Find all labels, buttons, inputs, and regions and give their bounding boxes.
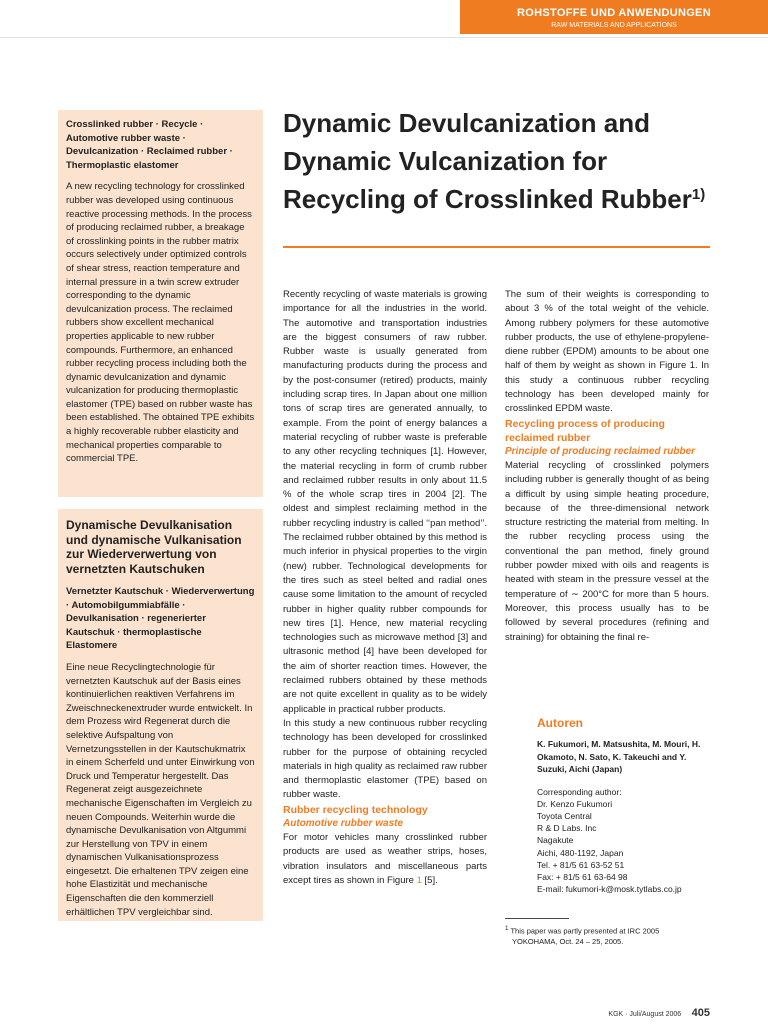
subheading-principle: Principle of producing reclaimed rubber (505, 445, 696, 457)
author-names: K. Fukumori, M. Matsushita, M. Mouri, H. Okamoto, N. Sato, K. Takeuchi and Y. Suzuki, Aichi (Japan) (537, 739, 701, 774)
subheading-automotive-waste: Automotive rubber waste (283, 817, 404, 829)
contact-line: Toyota Central (537, 810, 592, 821)
contact-line: Nagakute (537, 835, 574, 846)
paragraph-study: In this study a new continuous rubber recycling technology has been developed for crosslinked rubber for the purpose of obtaining recycled materials in high quality as reclaimed raw rubber and thermoplastic elastomer (TPE) based on rubber waste. (283, 717, 487, 801)
german-title: Dynamische Devulkanisation und dynamische Vulkanisation zur Wiederverwertung von vernetzten Kautschuken (66, 518, 242, 576)
page-number: 405 (691, 1007, 710, 1019)
authors-heading: Autoren (537, 716, 583, 730)
section-title-de: ROHSTOFFE UND ANWENDUNGEN (517, 7, 711, 19)
journal-info: KGK · Juli/August 2006 (608, 1011, 682, 1018)
german-abstract: Eine neue Recyclingtechnologie für vernetzten Kautschuk auf der Basis eines kontinuierlichen reaktiven Verfahrens im Zweischneckenextruder wurde entwickelt. In dem Prozess wird Regenerat durch die selektive Aufspaltung von Vernetzungsstellen in der Kautschukmatrix in einem Scherfeld und unter Einwirkung von Druck und Temperatur hergestellt. Das Regenerat zeigt ausgezeichnete mechanische Eigenschaften im Vergleich zu neuen Compounds. Weiterhin wurde die dynamische Devulkanisation von Altgummi zur Herstellung von TPV in einem dynamischen Vulkanisationsprozess eingesetzt. Die erhaltenen TPV zeigen eine hohe Elastizität und mechanische Eigenschaften die den kommerziell erhältlichen TPV vergleichbar sind. (66, 661, 255, 918)
article-title (283, 104, 718, 218)
section-banner (460, 0, 768, 34)
paragraph-automotive (283, 831, 487, 888)
contact-line: Fax: + 81/5 61 63-64 98 (537, 871, 628, 882)
article-title-text: Dynamic Devulcanization and Dynamic Vulcanization for Recycling of Crosslinked Rubber (283, 108, 692, 214)
section-heading-rubber-recycling: Rubber recycling technology (283, 803, 428, 816)
footnote-marker: 1 (505, 925, 509, 932)
german-abstract-box (58, 509, 263, 921)
contact-line: Corresponding author: (537, 786, 622, 797)
footnote-rule (505, 918, 569, 919)
paragraph-weights: The sum of their weights is corresponding to about 3 % of the total weight of the vehicle. Among rubbery polymers for these automotive rubber products, the use of ethylene-propylene-diene rubber (EPDM) amounts to be about one half of them by weight as shown in Figure 1. In this study a continuous rubber recycling technology has been developed mainly for crosslinked EPDM waste. (505, 289, 709, 415)
english-keywords: Crosslinked rubber · Recycle · Automotive rubber waste · Devulcanization · Reclaimed rubber · Thermoplastic elastomer (66, 119, 233, 171)
contact-line: R & D Labs. Inc (537, 823, 597, 834)
paragraph-automotive-text: For motor vehicles many crosslinked rubber products are used as weather strips, hoses, vibration insulators and miscellaneous parts except tires as shown in Figure (283, 831, 487, 886)
authors-box (537, 716, 717, 895)
figure-reference[interactable]: 1 (416, 874, 422, 886)
contact-line: Dr. Kenzo Fukumori (537, 798, 613, 809)
paragraph-automotive-end: [5]. (421, 874, 438, 886)
contact-email[interactable]: E-mail: fukumori-k@mosk.tytlabs.co.jp (537, 884, 682, 895)
german-keywords: Vernetzter Kautschuk · Wiederverwertung · Automobilgummiabfälle · Devulkanisation · regenerierter Kautschuk · thermoplastische Elastomere (66, 586, 255, 652)
body-column-1 (283, 288, 487, 888)
english-abstract-box (58, 110, 263, 497)
english-abstract: A new recycling technology for crosslinked rubber was developed using continuous reactive processing methods. In the process of producing reclaimed rubber, a breakage of crosslinking points in the rubber matrix occurs selectively under optimized controls of shear stress, reaction temperature and internal pressure in a twin screw extruder corresponding to the dynamic devulcanization process. The reclaimed rubbers show excellent mechanical properties applicable to new rubber compounds. Furthermore, an enhanced rubber recycling process including both the dynamic devulcanization and dynamic vulcanization for producing thermoplastic elastomer (TPE) based on rubber waste has been established. The obtained TPE exhibits a highly recoverable rubber elasticity and mechanical properties comparable to commercial TPE. (66, 181, 255, 465)
footnote (505, 924, 710, 948)
footnote-line-1: This paper was partly presented at IRC 2005 (510, 926, 660, 936)
footnote-line-2: YOKOHAMA, Oct. 24 – 25, 2005. (512, 937, 624, 946)
contact-line: Aichi, 480-1192, Japan (537, 847, 624, 858)
title-footnote-mark: 1) (691, 186, 706, 203)
section-heading-reclaimed: Recycling process of producing reclaimed rubber (505, 417, 665, 444)
paragraph-principle: Material recycling of crosslinked polymers including rubber is generally thought of as being a difficult by using simple heating procedure, because of the three-dimensional network structure restricting the material from melting. In the rubber recycling process using the conventional the pan method, finely ground rubber powder mixed with oils and reagents is heated with steam in the pressure vessel at the temperature of ∼ 200°C for more than 5 hours. Moreover, this process usually has to be followed by several procedures (refining and straining) for obtaining the final re- (505, 459, 709, 643)
paragraph-intro: Recently recycling of waste materials is growing importance for all the industries in the world. The automotive and transportation industries are the biggest consumers of raw rubber. Rubber waste is usually generated from manufacturing products during the process and by the post-consumer (retired) products, mainly including scrap tires. In Japan about one million tons of scrap tires are generated annually, to example. From the point of energy balances a material recycling of rubber waste is preferable to any other recycling techniques [1]. However, the material recycling in form of crumb rubber and reclaimed rubber results in only about 11.5 % of the whole scrap tires in 2004 [2]. The oldest and simplest reclaiming method in the rubber recycling industry is called ‘‘pan method’’. The reclaimed rubber obtained by this method is much inferior in physical properties to the virgin (new) rubber. Technological developments for the tires such as steel belted and radial ones cause some limitation to the amount of recycled rubber in higher quality rubber compounds for new tires [1]. Hence, new material recycling technologies such as microwave method [3] and ultrasonic method [4] have been developed for the aim of shorter reaction times. However, the reclaimed rubbers obtained by these methods are not quite excellent in quality as to be widely applicable in practical rubber products. (283, 289, 488, 715)
contact-line: Tel. + 81/5 61 63-52 51 (537, 859, 625, 870)
title-rule (283, 246, 710, 248)
body-column-2 (505, 288, 709, 645)
page-footer (608, 1003, 710, 1021)
header-divider (0, 37, 768, 38)
section-title-en: RAW MATERIALS AND APPLICATIONS (551, 22, 677, 29)
